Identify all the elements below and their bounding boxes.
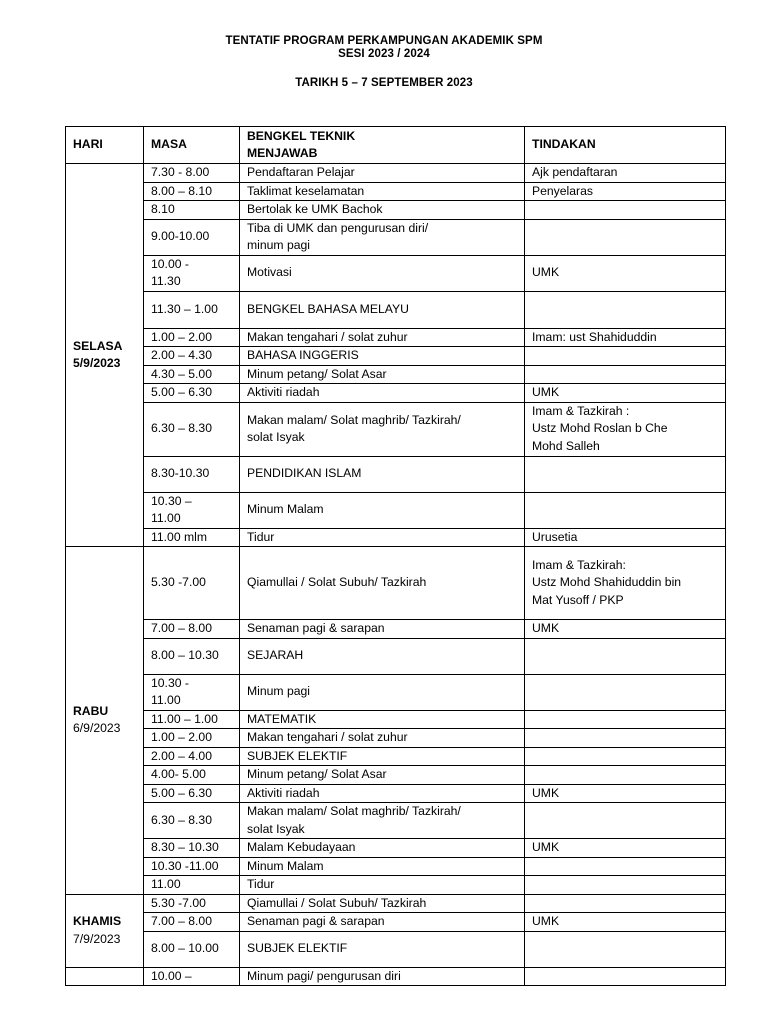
table-row: [66, 784, 726, 803]
activity-cell: Malam Kebudayaan: [240, 839, 525, 858]
activity-cell: Minum petang/ Solat Asar: [240, 766, 525, 785]
activity-cell: Makan malam/ Solat maghrib/ Tazkirah/ solat Isyak: [240, 402, 525, 456]
masa-cell: 10.30 - 11.00: [144, 674, 240, 710]
table-row: [66, 747, 726, 766]
table-row: [66, 729, 726, 748]
activity-cell: Bertolak ke UMK Bachok: [240, 201, 525, 220]
tindakan-cell: [525, 638, 726, 674]
masa-cell: 10.30 – 11.00: [144, 492, 240, 528]
header-hari: HARI: [66, 127, 144, 164]
masa-cell: 5.00 – 6.30: [144, 784, 240, 803]
tindakan-cell: [525, 894, 726, 913]
table-row: [66, 384, 726, 403]
activity-cell: Pendaftaran Pelajar: [240, 164, 525, 183]
masa-cell: 11.00: [144, 876, 240, 895]
activity-cell: Minum Malam: [240, 857, 525, 876]
tindakan-cell: [525, 967, 726, 986]
document-title: TENTATIF PROGRAM PERKAMPUNGAN AKADEMIK SPM: [225, 35, 543, 47]
tindakan-cell: UMK: [525, 913, 726, 932]
session-label: SESI 2023 / 2024: [338, 48, 430, 60]
masa-cell: 8.30 – 10.30: [144, 839, 240, 858]
activity-cell: SUBJEK ELEKTIF: [240, 931, 525, 967]
masa-cell: 11.00 – 1.00: [144, 710, 240, 729]
table-row: [66, 967, 726, 986]
activity-cell: Taklimat keselamatan: [240, 182, 525, 201]
tindakan-cell: [525, 931, 726, 967]
header-masa: MASA: [144, 127, 240, 164]
tindakan-cell: [525, 857, 726, 876]
tindakan-cell: Ajk pendaftaran: [525, 164, 726, 183]
masa-cell: 8.30-10.30: [144, 456, 240, 492]
day-name: KHAMIS: [73, 914, 122, 928]
tindakan-cell: [525, 766, 726, 785]
table-row: [66, 365, 726, 384]
activity-cell: Makan malam/ Solat maghrib/ Tazkirah/ solat Isyak: [240, 803, 525, 839]
masa-cell: 2.00 – 4.30: [144, 347, 240, 366]
day-date: 7/9/2023: [73, 931, 121, 946]
table-row: [66, 528, 726, 547]
tindakan-cell: [525, 365, 726, 384]
tindakan-cell: [525, 710, 726, 729]
tindakan-cell: Imam: ust Shahiduddin: [525, 328, 726, 347]
tindakan-cell: [525, 876, 726, 895]
activity-cell: Senaman pagi & sarapan: [240, 620, 525, 639]
tindakan-cell: [525, 747, 726, 766]
activity-cell: Motivasi: [240, 255, 525, 291]
table-row: [66, 638, 726, 674]
tindakan-cell: [525, 674, 726, 710]
tindakan-cell: [525, 729, 726, 748]
activity-cell: SEJARAH: [240, 638, 525, 674]
header-bengkel: BENGKEL TEKNIK MENJAWAB: [240, 127, 525, 164]
tindakan-cell: [525, 492, 726, 528]
table-row: [66, 456, 726, 492]
activity-cell: Tidur: [240, 528, 525, 547]
masa-cell: 6.30 – 8.30: [144, 402, 240, 456]
masa-cell: 8.10: [144, 201, 240, 220]
masa-cell: 4.30 – 5.00: [144, 365, 240, 384]
masa-cell: 8.00 – 10.00: [144, 931, 240, 967]
tindakan-cell: UMK: [525, 839, 726, 858]
masa-cell: 10.00 –: [144, 967, 240, 986]
tindakan-cell: UMK: [525, 384, 726, 403]
day-name: RABU: [73, 703, 109, 718]
tindakan-cell: Imam & Tazkirah : Ustz Mohd Roslan b Che Mohd Salleh: [525, 402, 726, 456]
activity-cell: Makan tengahari / solat zuhur: [240, 729, 525, 748]
table-row: [66, 710, 726, 729]
day-date: 6/9/2023: [73, 721, 121, 736]
activity-cell: Minum pagi/ pengurusan diri: [240, 967, 525, 986]
masa-cell: 1.00 – 2.00: [144, 729, 240, 748]
table-row: [66, 492, 726, 528]
activity-cell: MATEMATIK: [240, 710, 525, 729]
masa-cell: 10.30 -11.00: [144, 857, 240, 876]
table-row: [66, 674, 726, 710]
tindakan-cell: Urusetia: [525, 528, 726, 547]
date-range-label: TARIKH 5 – 7 SEPTEMBER 2023: [295, 77, 473, 89]
tindakan-cell: [525, 347, 726, 366]
masa-cell: 1.00 – 2.00: [144, 328, 240, 347]
masa-cell: 10.00 - 11.30: [144, 255, 240, 291]
masa-cell: 7.30 - 8.00: [144, 164, 240, 183]
masa-cell: 6.30 – 8.30: [144, 803, 240, 839]
activity-cell: Minum pagi: [240, 674, 525, 710]
activity-cell: Minum Malam: [240, 492, 525, 528]
masa-cell: 8.00 – 8.10: [144, 182, 240, 201]
day-cell: [66, 547, 144, 895]
day-cell: [66, 967, 144, 986]
tindakan-cell: UMK: [525, 784, 726, 803]
day-name: SELASA: [73, 338, 123, 353]
table-row: [66, 219, 726, 255]
activity-cell: Tiba di UMK dan pengurusan diri/ minum pagi: [240, 219, 525, 255]
masa-cell: 5.30 -7.00: [144, 547, 240, 620]
masa-cell: 5.30 -7.00: [144, 894, 240, 913]
table-row: [66, 766, 726, 785]
masa-cell: 8.00 – 10.30: [144, 638, 240, 674]
table-row: [66, 402, 726, 456]
tindakan-cell: [525, 803, 726, 839]
activity-cell: Minum petang/ Solat Asar: [240, 365, 525, 384]
table-row: [66, 182, 726, 201]
table-row: [66, 803, 726, 839]
table-row: [66, 164, 726, 183]
table-row: [66, 876, 726, 895]
table-row: [66, 931, 726, 967]
tindakan-cell: [525, 219, 726, 255]
tindakan-cell: UMK: [525, 620, 726, 639]
masa-cell: 7.00 – 8.00: [144, 620, 240, 639]
masa-cell: 11.00 mlm: [144, 528, 240, 547]
activity-cell: Makan tengahari / solat zuhur: [240, 328, 525, 347]
table-header-row: [66, 127, 726, 164]
table-row: [66, 620, 726, 639]
table-row: [66, 201, 726, 220]
tindakan-cell: [525, 201, 726, 220]
tindakan-cell: Imam & Tazkirah: Ustz Mohd Shahiduddin bin Mat Yusoff / PKP: [525, 547, 726, 620]
tindakan-cell: Penyelaras: [525, 182, 726, 201]
masa-cell: 4.00- 5.00: [144, 766, 240, 785]
activity-cell: BAHASA INGGERIS: [240, 347, 525, 366]
masa-cell: 11.30 – 1.00: [144, 291, 240, 328]
activity-cell: Aktiviti riadah: [240, 384, 525, 403]
tindakan-cell: [525, 291, 726, 328]
activity-cell: BENGKEL BAHASA MELAYU: [240, 291, 525, 328]
table-row: [66, 894, 726, 913]
tindakan-cell: [525, 456, 726, 492]
activity-cell: Qiamullai / Solat Subuh/ Tazkirah: [240, 547, 525, 620]
table-row: [66, 291, 726, 328]
day-cell: [66, 894, 144, 967]
table-row: [66, 347, 726, 366]
table-row: [66, 255, 726, 291]
activity-cell: Qiamullai / Solat Subuh/ Tazkirah: [240, 894, 525, 913]
header-tindakan: TINDAKAN: [525, 127, 726, 164]
masa-cell: 7.00 – 8.00: [144, 913, 240, 932]
activity-cell: SUBJEK ELEKTIF: [240, 747, 525, 766]
tindakan-cell: UMK: [525, 255, 726, 291]
table-row: [66, 857, 726, 876]
activity-cell: Tidur: [240, 876, 525, 895]
table-row: [66, 547, 726, 620]
day-date: 5/9/2023: [73, 356, 121, 370]
table-row: [66, 913, 726, 932]
masa-cell: 5.00 – 6.30: [144, 384, 240, 403]
table-row: [66, 839, 726, 858]
day-cell: [66, 164, 144, 547]
schedule-table: [65, 126, 726, 986]
masa-cell: 2.00 – 4.00: [144, 747, 240, 766]
activity-cell: Senaman pagi & sarapan: [240, 913, 525, 932]
masa-cell: 9.00-10.00: [144, 219, 240, 255]
table-row: [66, 328, 726, 347]
activity-cell: Aktiviti riadah: [240, 784, 525, 803]
activity-cell: PENDIDIKAN ISLAM: [240, 456, 525, 492]
